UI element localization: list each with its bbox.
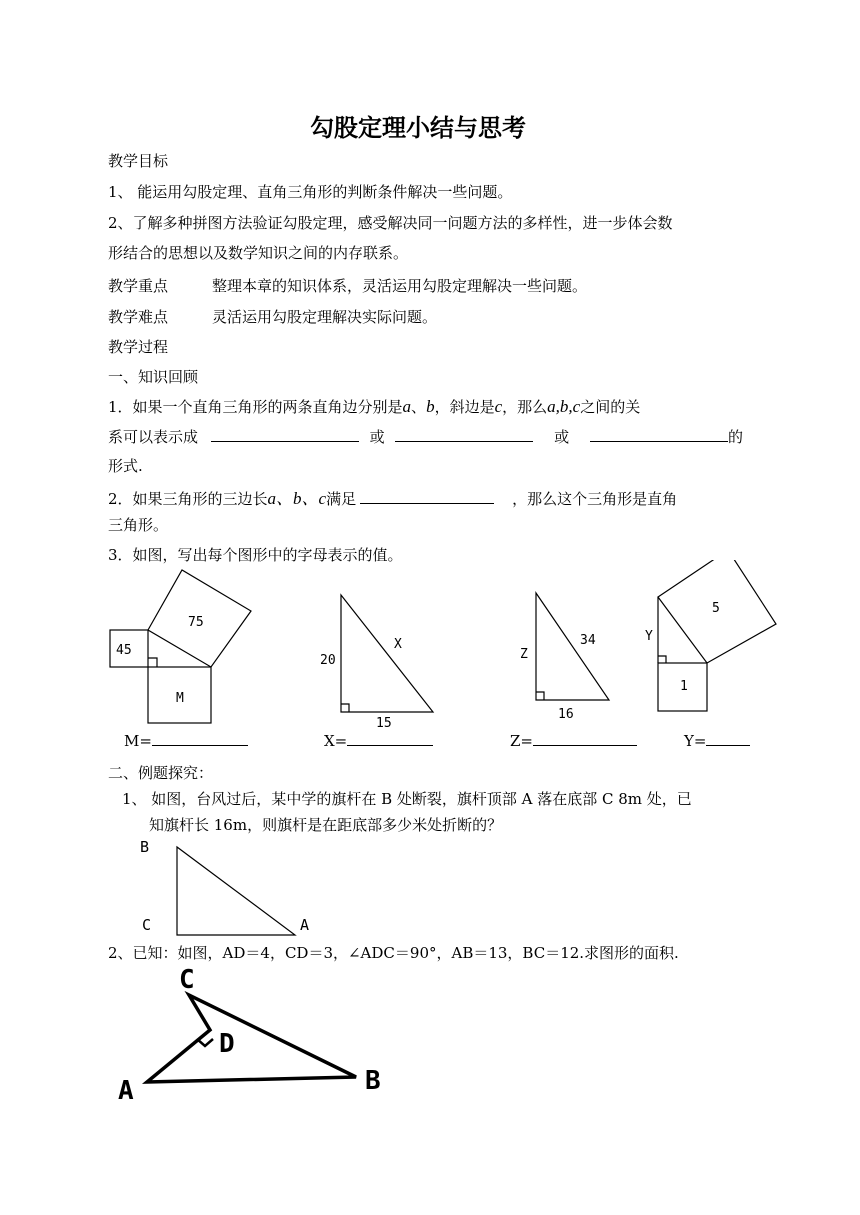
answer-blank[interactable] [395,427,533,442]
q2-line1: 2．如果三角形的三边长a、b、c满足 ，那么这个三角形是直角 [108,489,678,508]
label-20: 20 [320,653,336,668]
label-y: Y [645,629,653,644]
objective-2-line2: 形结合的思想以及数学知识之间的内存联系。 [108,244,409,262]
answer-x: X= [324,731,433,750]
example1-line1: 1、 如图，台风过后，某中学的旗杆在 B 处断裂，旗杆顶部 A 落在底部 C 8m 处，已 [122,790,692,808]
label-5: 5 [712,601,720,616]
label-a: A [300,916,310,934]
label-d: D [219,1029,235,1059]
difficulty-text: 灵活运用勾股定理解决实际问题。 [212,308,438,326]
label-b: B [140,838,150,856]
answer-blank[interactable] [360,489,494,504]
quadrilateral [147,995,356,1082]
label-34: 34 [580,633,596,648]
label-c: C [142,916,152,934]
label-z: Z [520,647,528,662]
right-angle-mark [197,1039,213,1046]
q1-line2: 系可以表示成 或 或 的 [108,428,743,446]
q1-line1: 1．如果一个直角三角形的两条直角边分别是a、b，斜边是c，那么a,b,c之间的关 [108,397,641,416]
quadrilateral-figure [100,960,420,1110]
key-point-text: 整理本章的知识体系，灵活运用勾股定理解决一些问题。 [212,277,588,295]
objectives-heading: 教学目标 [108,152,169,170]
key-point-label: 教学重点 [108,277,169,295]
label-b: B [365,1066,381,1096]
answer-blank[interactable] [347,731,433,746]
q1-line3: 形式. [108,457,143,475]
section1-heading: 一、知识回顾 [108,368,199,386]
flagpole-figure [130,835,330,940]
section2-heading: 二、例题探究： [108,764,214,782]
answer-m: M= [124,731,248,750]
q3-text: 3．如图，写出每个图形中的字母表示的值。 [108,546,403,564]
flagpole-triangle [177,847,295,935]
objective-2-line1: 2、了解多种拼图方法验证勾股定理，感受解决同一问题方法的多样性，进一步体会数 [108,214,673,232]
triangle-x [341,595,433,712]
right-angle-mark [341,704,349,712]
right-angle-mark [658,656,666,663]
triangle-z [536,593,609,700]
example2-text: 2、已知：如图，AD＝4，CD＝3，∠ADC＝90°，AB＝13，BC＝12.求图形的面积. [108,944,679,962]
right-angle-mark [148,658,157,667]
label-x: X [394,637,402,652]
right-angle-mark [536,692,544,700]
answer-z: Z= [510,731,637,750]
q2-line2: 三角形。 [108,516,169,534]
label-15: 15 [376,716,392,731]
answer-y: Y= [684,731,750,750]
label-1: 1 [680,679,688,694]
answer-blank[interactable] [533,731,637,746]
example1-line2: 知旗杆长 16m，则旗杆是在距底部多少米处折断的？ [149,816,503,834]
answer-blank[interactable] [590,427,728,442]
process-heading: 教学过程 [108,338,169,356]
label-m: M [176,691,184,706]
label-45: 45 [116,643,132,658]
answer-blank[interactable] [211,427,359,442]
page-title: 勾股定理小结与思考 [310,113,526,142]
answer-blank[interactable] [152,731,248,746]
label-c: C [179,965,195,995]
label-16: 16 [558,707,574,722]
difficulty-label: 教学难点 [108,308,169,326]
q3-figures [0,560,860,760]
objective-1: 1、 能运用勾股定理、直角三角形的判断条件解决一些问题。 [108,183,513,201]
label-75: 75 [188,615,204,630]
label-a: A [118,1076,134,1106]
answer-blank[interactable] [706,731,750,746]
